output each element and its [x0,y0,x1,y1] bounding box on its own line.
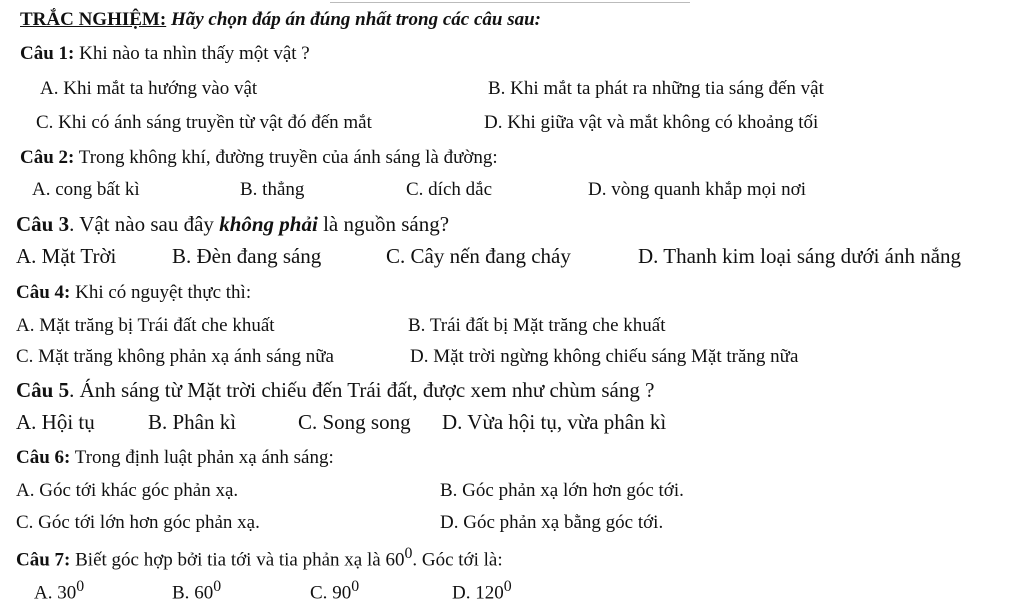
question-4 [16,281,251,305]
top-edge-fragment [330,0,690,3]
q6-option-c[interactable] [16,511,260,535]
option-label: B. Góc phản xạ lớn hơn góc tới. [440,480,684,501]
q5-option-c[interactable] [298,410,411,434]
degree-superscript: 0 [404,545,413,562]
option-label: A. Góc tới khác góc phản xạ. [16,480,239,501]
option-prefix: B. [172,582,190,604]
option-label: D. vòng quanh khắp mọi nơi [588,179,806,200]
section-label: TRẮC NGHIỆM: [20,9,167,30]
option-value: 60 [194,582,214,604]
question-text: Trong định luật phản xạ ánh sáng: [74,447,334,468]
q4-option-b[interactable] [408,314,666,338]
q2-option-d[interactable] [588,178,806,202]
q4-option-c[interactable] [16,345,334,369]
question-label: Câu 3 [16,212,70,236]
question-text: Trong không khí, đường truyền của ánh sáng là đường: [78,147,498,168]
option-value: 90 [332,582,352,604]
option-label: B. Phân kì [148,410,237,434]
q6-option-d[interactable] [440,511,663,535]
q4-option-d[interactable] [410,345,798,369]
option-label: A. cong bất kì [32,179,140,200]
degree-superscript: 0 [503,578,512,595]
q6-option-b[interactable] [440,479,684,503]
section-instruction: Hãy chọn đáp án đúng nhất trong các câu sau: [170,9,541,30]
question-label: Câu 7: [16,549,71,571]
q7-option-c[interactable] [310,575,359,605]
q1-option-a[interactable] [40,77,257,101]
q6-option-a[interactable] [16,479,238,503]
option-label: B. Khi mắt ta phát ra những tia sáng đến vật [488,78,824,99]
q1-option-d[interactable] [484,111,818,135]
question-label: Câu 4: [16,282,71,303]
question-text-before: Biết góc hợp bởi tia tới và tia phản xạ là 60 [75,549,405,571]
option-label: B. Đèn đang sáng [172,244,322,268]
q5-option-b[interactable] [148,410,236,434]
question-5 [16,378,654,402]
q7-option-d[interactable] [452,575,512,605]
question-text: . Ánh sáng từ Mặt trời chiếu đến Trái đất, được xem như chùm sáng ? [69,378,655,402]
option-label: D. Vừa hội tụ, vừa phân kì [442,410,667,434]
q1-option-b[interactable] [488,77,824,101]
question-text-after: là nguồn sáng? [317,212,450,236]
option-label: A. Hội tụ [16,410,95,434]
q4-option-a[interactable] [16,314,275,338]
question-text: Khi có nguyệt thực thì: [75,282,252,303]
q3-option-d[interactable] [638,244,961,268]
option-label: C. Góc tới lớn hơn góc phản xạ. [16,512,260,533]
q1-option-c[interactable] [36,111,372,135]
question-7 [16,542,503,572]
question-6 [16,446,334,470]
question-3 [16,212,449,236]
exam-header [20,8,541,32]
question-2 [20,146,498,170]
option-label: A. Khi mắt ta hướng vào vật [40,78,258,99]
option-label: B. thẳng [240,179,305,200]
q3-option-a[interactable] [16,244,116,268]
option-label: C. Song song [298,410,411,434]
option-label: C. dích dắc [406,179,493,200]
option-label: B. Trái đất bị Mặt trăng che khuất [408,315,666,336]
q7-option-a[interactable] [34,575,84,605]
degree-superscript: 0 [351,578,360,595]
option-label: A. Mặt Trời [16,244,117,268]
option-label: C. Khi có ánh sáng truyền từ vật đó đến mắt [36,112,372,133]
degree-superscript: 0 [213,578,222,595]
q2-option-c[interactable] [406,178,492,202]
question-label: Câu 1: [20,43,75,64]
option-value: 120 [475,582,504,604]
option-value: 30 [57,582,77,604]
question-emphasis: không phải [219,212,318,236]
option-prefix: A. [34,582,53,604]
question-label: Câu 5 [16,378,70,402]
question-text: Khi nào ta nhìn thấy một vật ? [79,43,310,64]
q5-option-a[interactable] [16,410,95,434]
option-label: D. Thanh kim loại sáng dưới ánh nắng [638,244,962,268]
option-label: D. Góc phản xạ bằng góc tới. [440,512,664,533]
q2-option-b[interactable] [240,178,304,202]
option-label: C. Mặt trăng không phản xạ ánh sáng nữa [16,346,334,367]
question-1 [20,42,310,66]
option-label: C. Cây nến đang cháy [386,244,571,268]
question-text-after: . Góc tới là: [412,549,503,571]
q3-option-b[interactable] [172,244,321,268]
option-label: D. Khi giữa vật và mắt không có khoảng tối [484,112,819,133]
option-prefix: C. [310,582,328,604]
question-text-before: . Vật nào sau đây [69,212,220,236]
q5-option-d[interactable] [442,410,666,434]
degree-superscript: 0 [76,578,85,595]
option-label: A. Mặt trăng bị Trái đất che khuất [16,315,275,336]
q7-option-b[interactable] [172,575,221,605]
option-prefix: D. [452,582,471,604]
question-label: Câu 6: [16,447,71,468]
question-label: Câu 2: [20,147,75,168]
q3-option-c[interactable] [386,244,571,268]
option-label: D. Mặt trời ngừng không chiếu sáng Mặt trăng nữa [410,346,799,367]
q2-option-a[interactable] [32,178,140,202]
